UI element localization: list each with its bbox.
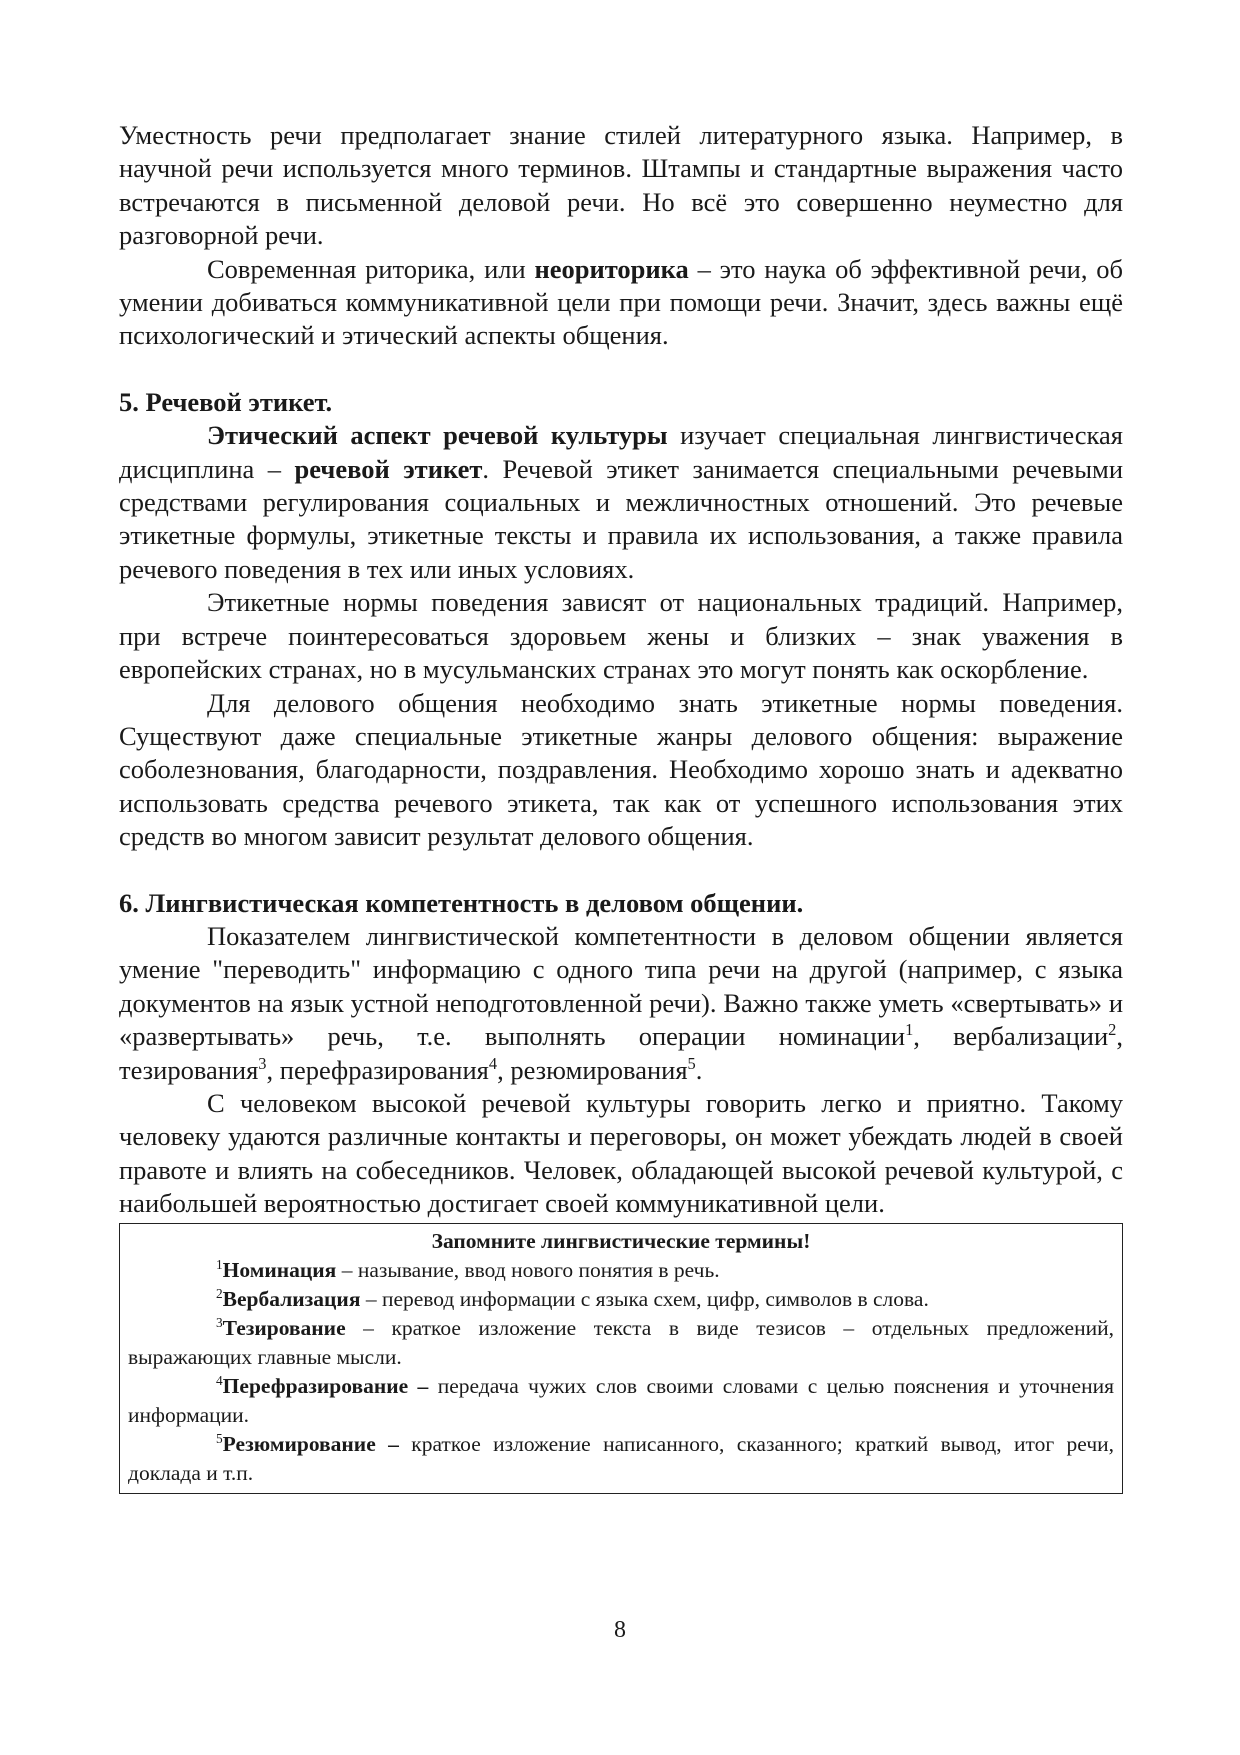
footnote-num: 3: [216, 1314, 223, 1330]
footnote-ref: 2: [1108, 1020, 1117, 1040]
term-bold: Этический аспект речевой культуры: [207, 420, 668, 451]
paragraph: [119, 253, 1123, 353]
footnote-ref: 4: [488, 1053, 498, 1073]
text: .: [695, 1054, 703, 1085]
term-bold: Тезирование: [222, 1315, 346, 1340]
term: номинации: [778, 1021, 906, 1052]
term-definition: [128, 1372, 1114, 1430]
term-bold: речевой этикет: [294, 453, 483, 484]
document-page: [119, 119, 1123, 1494]
term-definition: [128, 1256, 1114, 1285]
text: ,: [1116, 1021, 1123, 1052]
text: ,: [913, 1021, 954, 1052]
term: резюмирования: [510, 1054, 688, 1085]
term-definition: [128, 1314, 1114, 1372]
paragraph: Уместность речи предполагает знание стилей литературного языка. Например, в научной речи используется много терминов. Штампы и стандартные выражения часто встречаются в письменной деловой речи. Но всё это совершенно неуместно для разговорной речи.: [119, 120, 1123, 251]
section-heading: 5. Речевой этикет.: [119, 386, 333, 417]
definition: передача чужих слов своими словами с целью пояснения и уточнения информации.: [128, 1373, 1115, 1427]
terms-box: [119, 1223, 1123, 1494]
text: ,: [266, 1054, 280, 1085]
term: вербализации: [953, 1021, 1109, 1052]
term-definition: [128, 1430, 1114, 1488]
paragraph: Этикетные нормы поведения зависят от национальных традиций. Например, при встрече поинтересоваться здоровьем жены и близких – знак уважения в европейских странах, но в мусульманских странах это могут понять как оскорбление.: [119, 587, 1123, 685]
footnote-num: 2: [216, 1285, 223, 1301]
paragraph: С человеком высокой речевой культуры говорить легко и приятно. Такому человеку удаются различные контакты и переговоры, он может убеждать людей в своей правоте и влиять на собеседников. Человек, обладающей высокой речевой культурой, с наибольшей вероятностью достигает своей коммуникативной цели.: [119, 1087, 1123, 1219]
footnote-num: 5: [216, 1430, 223, 1446]
definition: – называние, ввод нового понятия в речь.: [336, 1257, 720, 1282]
term-bold: Перефразирование –: [222, 1373, 429, 1398]
footnote-ref: 1: [905, 1020, 914, 1040]
term: тезирования: [119, 1054, 259, 1085]
footnote-ref: 3: [258, 1053, 267, 1073]
definition: краткое изложение написанного, сказанного; краткий вывод, итог речи, доклада и т.п.: [128, 1431, 1115, 1485]
term-bold: неориторика: [534, 253, 689, 284]
definition: – перевод информации с языка схем, цифр, символов в слова.: [360, 1286, 929, 1311]
section-heading: 6. Лингвистическая компетентность в деловом общении.: [119, 887, 804, 918]
page-number: 8: [614, 1617, 626, 1643]
terms-box-title: Запомните лингвистические термины!: [431, 1228, 811, 1253]
text: Современная риторика, или: [207, 253, 535, 284]
paragraph: [119, 920, 1123, 1087]
text: Показателем лингвистической компетентности в деловом общении является умение "переводить" информацию с одного типа речи на другой (например, с языка документов на язык устной неподготовленной речи). Важно также уметь «свертывать» и «развертывать» речь, т.е. выполнять операции: [119, 920, 1123, 1052]
paragraph: Для делового общения необходимо знать этикетные нормы поведения. Существуют даже специальные этикетные жанры делового общения: выражение соболезнования, благодарности, поздравления. Необходимо хорошо знать и адекватно использовать средства речевого этикета, так как от успешного использования этих средств во многом зависит результат делового общения.: [119, 687, 1123, 852]
term: перефразирования: [279, 1054, 489, 1085]
text: . Речевой этикет занимается специальными речевыми средствами регулирования социальных и межличностных отношений. Это речевые этикетные формулы, этикетные тексты и правила их использования, а также правила речевого поведения в тех или иных условиях.: [119, 453, 1124, 584]
spacer: [119, 353, 1123, 386]
text: ,: [497, 1054, 511, 1085]
paragraph: [119, 419, 1123, 586]
spacer: [119, 854, 1123, 887]
definition: – краткое изложение текста в виде тезисов – отдельных предложений, выражающих главные мысли.: [128, 1315, 1114, 1369]
term-bold: Резюмирование –: [222, 1431, 399, 1456]
text: – это наука об эффективной речи, об умении добиваться коммуникативной цели при помощи речи. Значит, здесь важны ещё психологический и этический аспекты общения.: [119, 253, 1123, 351]
footnote-ref: 5: [687, 1053, 696, 1073]
term-definition: [128, 1285, 1114, 1314]
text: изучает специальная лингвистическая дисциплина –: [119, 420, 1123, 484]
footnote-num: 1: [216, 1256, 223, 1272]
term-bold: Вербализация: [222, 1286, 361, 1311]
footnote-num: 4: [216, 1372, 223, 1388]
term-bold: Номинация: [222, 1257, 337, 1282]
